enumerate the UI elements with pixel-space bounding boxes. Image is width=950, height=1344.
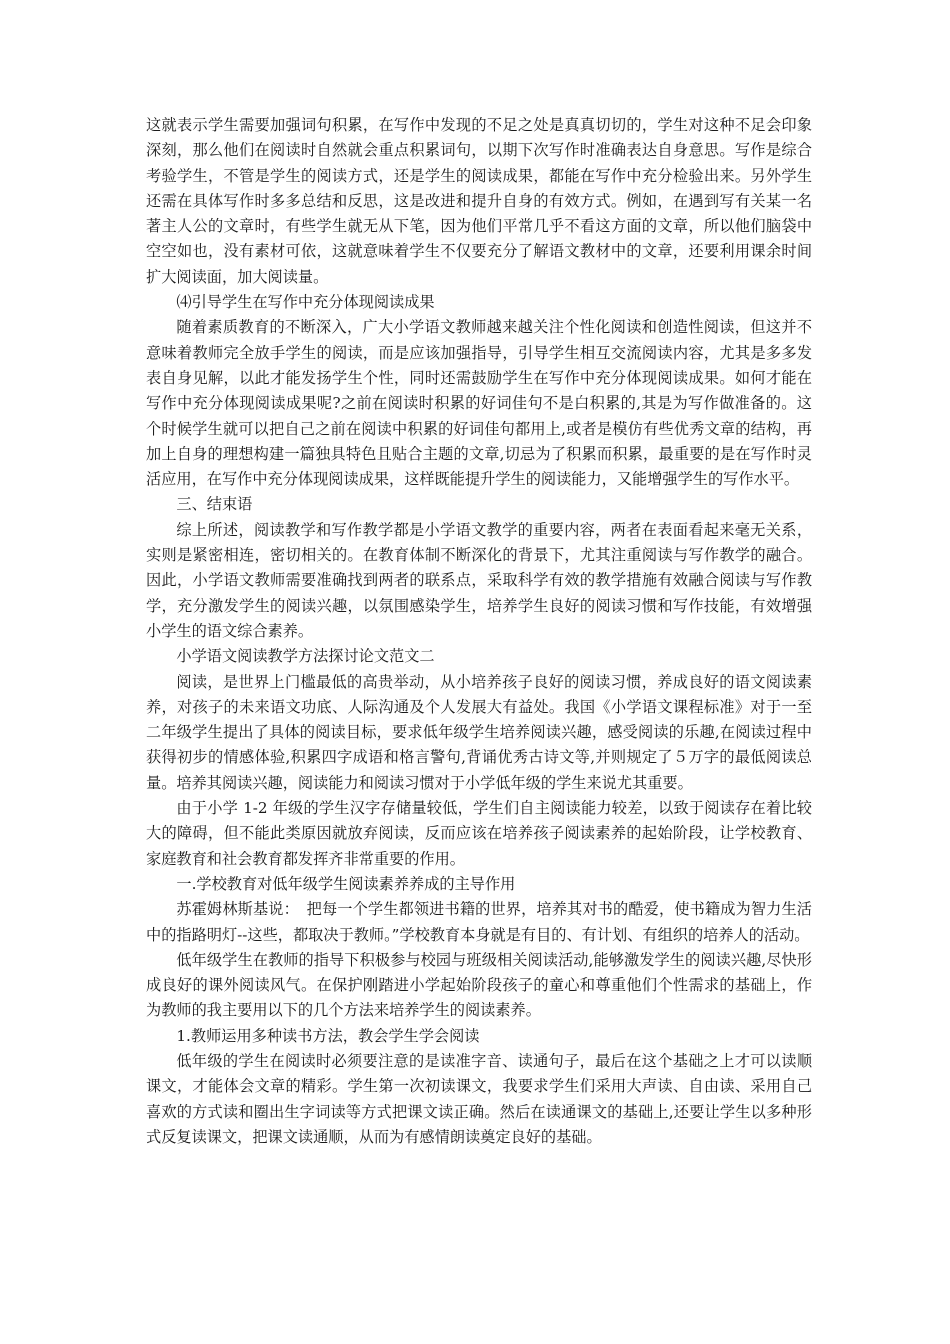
paragraph: 阅读，是世界上门槛最低的高贵举动，从小培养孩子良好的阅读习惯，养成良好的语文阅读素养，对孩子的未来语文功底、人际沟通及个人发展大有益处。我国《小学语文课程标准》对于一至二年级学生提出了具体的阅读目标，要求低年级学生培养阅读兴趣，感受阅读的乐趣,在阅读过程中获得初步的情感体验,积累四字成语和格言警句,背诵优秀古诗文等,并则规定了５万字的最低阅读总量。培养其阅读兴趣，阅读能力和阅读习惯对于小学低年级的学生来说尤其重要。: [146, 672, 812, 792]
paragraph: 这就表示学生需要加强词句积累，在写作中发现的不足之处是真真切切的，学生对这种不足会印象深刻，那么他们在阅读时自然就会重点积累词句，以期下次写作时准确表达自身意思。写作是综合考验学生，不管是学生的阅读方式，还是学生的阅读成果，都能在写作中充分检验出来。另外学生还需在具体写作时多多总结和反思，这是改进和提升自身的有效方式。例如，在遇到写有关某一名著主人公的文章时，有些学生就无从下笔，因为他们平常几乎不看这方面的文章，所以他们脑袋中空空如也，没有素材可依，这就意味着学生不仅要充分了解语文教材中的文章，还要利用课余时间扩大阅读面，加大阅读量。: [146, 116, 812, 286]
section-heading: 一.学校教育对低年级学生阅读素养养成的主导作用: [176, 874, 516, 893]
paragraph: 随着素质教育的不断深入，广大小学语文教师越来越关注个性化阅读和创造性阅读，但这并不意味着教师完全放手学生的阅读，而是应该加强指导，引导学生相互交流阅读内容，尤其是多多发表自身见解，以此才能发扬学生个性，同时还需鼓励学生在写作中充分体现阅读成果。如何才能在写作中充分体现阅读成果呢?之前在阅读时积累的好词佳句不是白积累的,其是为写作做准备的。这个时候学生就可以把自己之前在阅读中积累的好词佳句都用上,或者是模仿有些优秀文章的结构，再加上自身的理想构建一篇独具特色且贴合主题的文章,切忌为了积累而积累，最重要的是在写作时灵活应用，在写作中充分体现阅读成果，这样既能提升学生的阅读能力，又能增强学生的写作水平。: [146, 318, 812, 489]
paragraph: 低年级学生在教师的指导下积极参与校园与班级相关阅读活动,能够激发学生的阅读兴趣,尽快形成良好的课外阅读风气。在保护刚踏进小学起始阶段孩子的童心和尊重他们个性需求的基础上，作为教师的我主要用以下的几个方法来培养学生的阅读素养。: [146, 950, 812, 1020]
article-title: 小学语文阅读教学方法探讨论文范文二: [176, 647, 435, 666]
paragraph: 由于小学 1-2 年级的学生汉字存储量较低，学生们自主阅读能力较差，以致于阅读存在着比较大的障碍，但不能此类原因就放弃阅读，反而应该在培养孩子阅读素养的起始阶段，让学校教育、家庭教育和社会教育都发挥齐非常重要的作用。: [146, 799, 812, 868]
paragraph: 低年级的学生在阅读时必须要注意的是读准字音、读通句子，最后在这个基础之上才可以读顺课文，才能体会文章的精彩。学生第一次初读课文，我要求学生们采用大声读、自由读、采用自己喜欢的方式读和圈出生字词读等方式把课文读正确。然后在读通课文的基础上,还要让学生以多种形式反复读课文，把课文读通顺，从而为有感情朗读奠定良好的基础。: [146, 1051, 812, 1146]
section-heading: ⑷引导学生在写作中充分体现阅读成果: [176, 293, 435, 312]
section-heading: 三、结束语: [176, 495, 253, 514]
paragraph: 综上所述，阅读教学和写作教学都是小学语文教学的重要内容，两者在表面看起来毫无关系，实则是紧密相连，密切相关的。在教育体制不断深化的背景下，尤其注重阅读与写作教学的融合。因此，小学语文教师需要准确找到两者的联系点，采取科学有效的教学措施有效融合阅读与写作教学，充分激发学生的阅读兴趣，以氛围感染学生，培养学生良好的阅读习惯和写作技能，有效增强小学生的语文综合素养。: [146, 520, 812, 640]
document-page: [146, 113, 812, 1150]
paragraph: 苏霍姆林斯基说： 把每一个学生都领进书籍的世界，培养其对书的酷爱，使书籍成为智力生活中的指路明灯--这些，都取决于教师。”学校教育本身就是有目的、有计划、有组织的培养人的活动。: [146, 900, 812, 944]
section-heading: 1.教师运用多种读书方法，教会学生学会阅读: [176, 1026, 480, 1045]
